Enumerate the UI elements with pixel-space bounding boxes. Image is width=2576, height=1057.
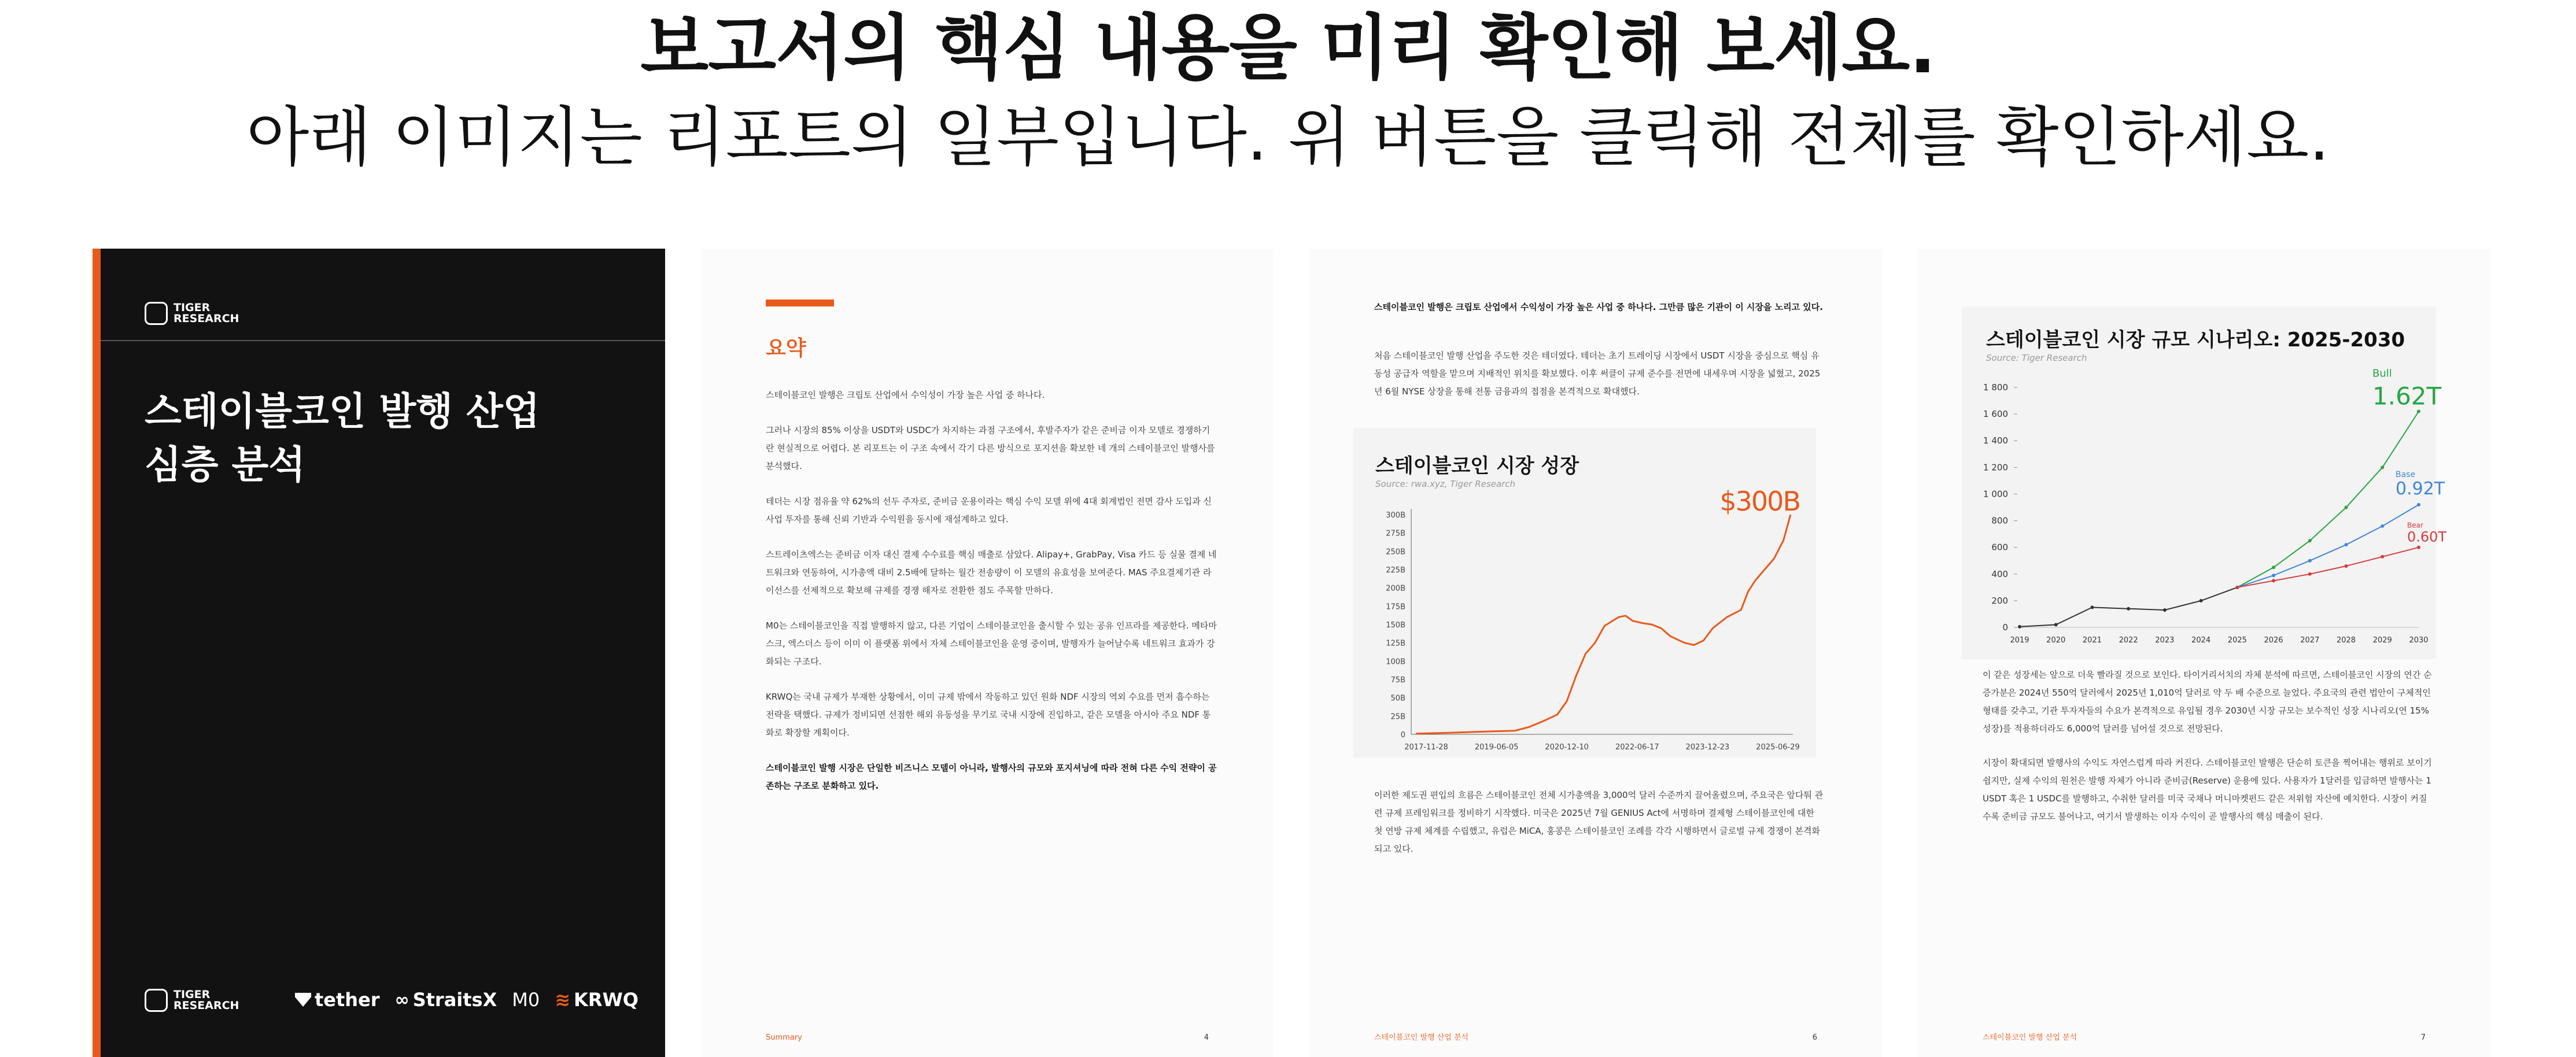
- history-data-point: [2054, 623, 2058, 626]
- x-tick-label: 2022-06-17: [1615, 743, 1659, 752]
- summary-paragraph: 스테이블코인 발행 시장은 단일한 비즈니스 모델이 아니라, 발행사의 규모와 포지셔닝에 따라 전혀 다른 수익 전략이 공존하는 구조로 분화하고 있다.: [766, 763, 1217, 791]
- y-tick-label: 225B: [1386, 566, 1405, 575]
- summary-paragraph: 스테이블코인 발행은 크립토 산업에서 수익성이 가장 높은 사업 중 하나다.: [766, 390, 1045, 400]
- cover-title: [145, 385, 642, 491]
- y-tick-label: 0: [2002, 622, 2008, 633]
- bear-scenario-label: Bear: [2407, 521, 2423, 530]
- base-scenario-label: Base: [2396, 470, 2416, 479]
- preview-subline: 아래 이미지는 리포트의 일부입니다. 위 버튼을 클릭해 전체를 확인하세요.: [246, 100, 2330, 175]
- summary-paragraph: M0는 스테이블코인을 직접 발행하지 않고, 다른 기업이 스테이블코인을 출시할 수 있는 공유 인프라를 제공한다. 메타마스크, 엑스더스 등이 이미 이 플랫폼 위에서 자체 스테이블코인을 운영 중이며, 발행자가 늘어날수록 네트워크 효과가 강화되는 구조다.: [766, 620, 1217, 667]
- report-cover-page: [93, 249, 665, 1057]
- base-data-point: [2381, 524, 2384, 528]
- report-summary-page: [701, 249, 1274, 1057]
- y-tick-label: 800: [1991, 515, 2008, 526]
- y-tick-label: 150B: [1386, 621, 1405, 630]
- base-data-point: [2272, 574, 2275, 577]
- growth-line-plot: [1353, 428, 1816, 757]
- y-tick-label: 200: [1991, 595, 2008, 606]
- base-data-point: [2345, 543, 2348, 546]
- market-growth-chart: [1353, 428, 1816, 757]
- tether-icon: [295, 993, 311, 1007]
- m0-logo: M0: [512, 989, 540, 1011]
- page-footer-label: 스테이블코인 발행 산업 분석: [1983, 1033, 2077, 1042]
- bear-data-point: [2381, 555, 2384, 559]
- x-tick-label: 2028: [2336, 636, 2356, 645]
- y-tick-label: 50B: [1390, 694, 1405, 703]
- brand-bottom: RESEARCH: [174, 312, 239, 325]
- chart-title: 스테이블코인 시장 규모 시나리오: 2025-2030: [1986, 328, 2405, 352]
- bear-data-point: [2417, 546, 2420, 549]
- page-footer-label: Summary: [766, 1033, 802, 1042]
- y-tick-label: 200B: [1386, 584, 1405, 593]
- history-data-point: [2163, 608, 2167, 612]
- tiger-logo-icon: [145, 989, 168, 1012]
- bull-scenario-label: Bull: [2372, 367, 2392, 380]
- y-tick-label: 25B: [1390, 712, 1405, 722]
- y-tick-label: 100B: [1386, 657, 1405, 667]
- krwq-icon: ≋: [555, 989, 571, 1011]
- section-accent-bar: [766, 300, 834, 306]
- bear-data-point: [2235, 586, 2239, 589]
- bear-series-line: [2237, 548, 2419, 587]
- krwq-logo: ≋ KRWQ: [555, 989, 639, 1011]
- page-footer-label: 스테이블코인 발행 산업 분석: [1374, 1033, 1469, 1042]
- cover-divider: [101, 340, 665, 341]
- y-tick-label: 600: [1991, 542, 2008, 553]
- scenario-chart: [1962, 306, 2447, 659]
- x-tick-label: 2024: [2191, 636, 2211, 645]
- cover-title-line1: 스테이블코인 발행 산업: [145, 389, 540, 434]
- x-tick-label: 2025-06-29: [1756, 743, 1800, 752]
- history-data-point: [2018, 625, 2021, 629]
- history-data-point: [2199, 599, 2203, 603]
- tiger-logo-icon: [145, 302, 168, 325]
- summary-paragraph: KRWQ는 국내 규제가 부재한 상황에서, 이미 규제 밖에서 작동하고 있던 원화 NDF 시장의 역외 수요를 먼저 흡수하는 전략을 택했다. 규제가 정비되면 선점한 해외 유동성을 무기로 국내 시장에 진입하고, 같은 모델을 아시아 주요 NDF 통화로 확장할 계획이다.: [766, 692, 1211, 738]
- y-tick-label: 175B: [1386, 603, 1405, 612]
- cover-accent-stripe: [93, 249, 101, 1057]
- x-tick-label: 2027: [2300, 636, 2320, 645]
- report-growth-page: [1309, 249, 1882, 1057]
- brand-top: TIGER: [174, 301, 211, 314]
- growth-outro: 이러한 제도권 편입의 흐름은 스테이블코인 전체 시가총액을 3,000억 달러 수준까지 끌어올렸으며, 주요국은 앞다퉈 관련 규제 프레임워크를 정비하기 시작했다. 미국은 2025년 7월 GENIUS Act에 서명하며 결제형 스테이블코인에 대한 첫 연방 규제 체계를 수립했고, 유럽은 MiCA, 홍콩은 스테이블코인 조례를 각각 시행하면서 글로벌 규제 경쟁이 본격화되고 있다.: [1374, 790, 1824, 854]
- preview-headline: 보고서의 핵심 내용을 미리 확인해 보세요.: [640, 7, 1936, 89]
- chart-annotation: $300B: [1719, 486, 1800, 517]
- straitsx-logo: ∞ StraitsX: [394, 989, 497, 1011]
- scenario-paragraph-1: 이 같은 성장세는 앞으로 더욱 빨라질 것으로 보인다. 타이거리서치의 자체 분석에 따르면, 스테이블코인 시장의 연간 순증가분은 2024년 550억 달러에서 2025년 1,010억 달러로 약 두 배 수준으로 늘었다. 주요국의 관련 법안이 구체적인 형태를 갖추고, 기관 투자자들의 수요가 본격적으로 유입될 경우 2030년 시장 규모는 보수적인 성장 시나리오(연 15% 성장)를 적용하더라도 6,000억 달러를 넘어설 것으로 전망된다.: [1983, 670, 2432, 734]
- brand-top: TIGER: [174, 988, 211, 1001]
- summary-paragraph: 그러나 시장의 85% 이상을 USDT와 USDC가 차지하는 과점 구조에서, 후발주자가 같은 준비금 이자 모델로 경쟁하기란 현실적으로 어렵다. 본 리포트는 이 구조 속에서 각기 다른 방식으로 포지션을 확보한 네 개의 스테이블코인 발행사를 분석했다.: [766, 425, 1215, 471]
- brand-bottom: RESEARCH: [174, 999, 239, 1012]
- y-tick-label: 1 800: [1983, 382, 2008, 393]
- growth-intro-bold: 스테이블코인 발행은 크립토 산업에서 수익성이 가장 높은 사업 중 하나다. 그만큼 많은 기관이 이 시장을 노리고 있다.: [1374, 302, 1823, 312]
- report-scenario-page: [1918, 249, 2490, 1057]
- history-data-point: [2090, 605, 2094, 609]
- y-tick-label: 1 200: [1983, 462, 2008, 473]
- scenario-line-plot: [1962, 306, 2447, 659]
- x-tick-label: 2019: [2010, 636, 2029, 645]
- history-data-point: [2127, 607, 2130, 611]
- bear-data-point: [2272, 579, 2275, 582]
- y-tick-label: 125B: [1386, 639, 1405, 648]
- chart-subtitle: Source: rwa.xyz, Tiger Research: [1375, 479, 1516, 489]
- base-series-line: [2237, 505, 2419, 587]
- base-data-point: [2308, 559, 2312, 563]
- tether-logo: tether: [295, 989, 380, 1011]
- summary-paragraph: 테더는 시장 점유율 약 62%의 선두 주자로, 준비금 운용이라는 핵심 수익 모델 위에 4대 회계법인 전면 감사 도입과 신사업 투자를 통해 신뢰 기반과 수익원을 동시에 재설계하고 있다.: [766, 496, 1212, 524]
- page-number: 6: [1812, 1033, 1817, 1042]
- chart-title: 스테이블코인 시장 성장: [1375, 454, 1579, 478]
- y-tick-label: 400: [1991, 568, 2008, 579]
- bull-data-point: [2345, 506, 2348, 509]
- tiger-research-logo: [145, 302, 239, 325]
- x-tick-label: 2030: [2409, 636, 2429, 645]
- y-tick-label: 1 600: [1983, 409, 2008, 420]
- page-number: 7: [2420, 1033, 2426, 1042]
- bull-data-point: [2272, 566, 2275, 569]
- growth-intro: 처음 스테이블코인 발행 산업을 주도한 것은 테더였다. 테더는 초기 트레이딩 시장에서 USDT 시장을 중심으로 핵심 유동성 공급자 역할을 맡으며 지배적인 위치를 확보했다. 이후 써클이 규제 준수를 전면에 내세우며 시장을 넓혔고, 2025년 6월 NYSE 상장을 통해 전통 금융과의 접점을 본격적으로 확대했다.: [1374, 350, 1821, 397]
- x-tick-label: 2020: [2046, 636, 2066, 645]
- y-tick-label: 75B: [1390, 676, 1405, 685]
- scenario-paragraph-2: 시장이 확대되면 발행사의 수익도 자연스럽게 따라 커진다. 스테이블코인 발행은 단순히 토큰을 찍어내는 행위로 보이기 쉽지만, 실제 수익의 원천은 발행 자체가 아니라 준비금(Reserve) 운용에 있다. 사용자가 1달러를 입금하면 발행사는 1 USDT 혹은 1 USDC를 발행하고, 수취한 달러를 미국 국채나 머니마켓펀드 같은 저위험 자산에 예치한다. 시장이 커질수록 준비금 규모도 불어나고, 여기서 발생하는 이자 수익이 곧 발행사의 핵심 매출이 된다.: [1983, 757, 2432, 822]
- x-tick-label: 2025: [2227, 636, 2247, 645]
- y-tick-label: 1 000: [1983, 489, 2008, 500]
- base-scenario-value: 0.92T: [2396, 478, 2445, 499]
- chart-subtitle: Source: Tiger Research: [1986, 353, 2087, 363]
- summary-paragraph: 스트레이츠엑스는 준비금 이자 대신 결제 수수료를 핵심 매출로 삼았다. Alipay+, GrabPay, Visa 카드 등 실물 결제 네트워크와 연동하여, 시가총액 대비 2.5배에 달하는 월간 전송량이 이 모델의 유효성을 보여준다. MAS 주요결제기관 라이선스를 선제적으로 확보해 규제를 경쟁 해자로 전환한 점도 주목할 만하다.: [766, 549, 1217, 596]
- bear-scenario-value: 0.60T: [2407, 528, 2447, 545]
- x-tick-label: 2023-12-23: [1685, 743, 1730, 752]
- bear-data-point: [2308, 572, 2312, 576]
- bull-series-line: [2237, 412, 2419, 587]
- y-tick-label: 0: [1400, 731, 1405, 740]
- summary-body: [766, 386, 1217, 812]
- straitsx-icon: ∞: [394, 989, 409, 1010]
- x-tick-label: 2022: [2119, 636, 2138, 645]
- partner-logos: [295, 989, 639, 1011]
- bull-data-point: [2381, 465, 2384, 469]
- x-tick-label: 2017-11-28: [1404, 743, 1448, 752]
- x-tick-label: 2026: [2264, 636, 2283, 645]
- x-tick-label: 2019-06-05: [1474, 743, 1519, 752]
- y-tick-label: 250B: [1386, 548, 1405, 557]
- market-cap-series-line: [1416, 515, 1791, 734]
- y-tick-label: 1 400: [1983, 435, 2008, 446]
- summary-title: 요약: [766, 337, 806, 360]
- bear-data-point: [2345, 564, 2348, 568]
- x-tick-label: 2029: [2372, 636, 2392, 645]
- x-tick-label: 2023: [2155, 636, 2175, 645]
- tiger-research-footer-logo: [145, 989, 239, 1012]
- cover-title-line2: 심층 분석: [145, 442, 306, 487]
- bull-scenario-value: 1.62T: [2372, 382, 2442, 411]
- x-tick-label: 2020-12-10: [1545, 743, 1589, 752]
- base-data-point: [2417, 503, 2420, 507]
- bull-data-point: [2308, 539, 2312, 542]
- y-tick-label: 275B: [1386, 529, 1405, 538]
- page-number: 4: [1204, 1033, 1209, 1042]
- x-tick-label: 2021: [2082, 636, 2102, 645]
- y-tick-label: 300B: [1386, 511, 1405, 520]
